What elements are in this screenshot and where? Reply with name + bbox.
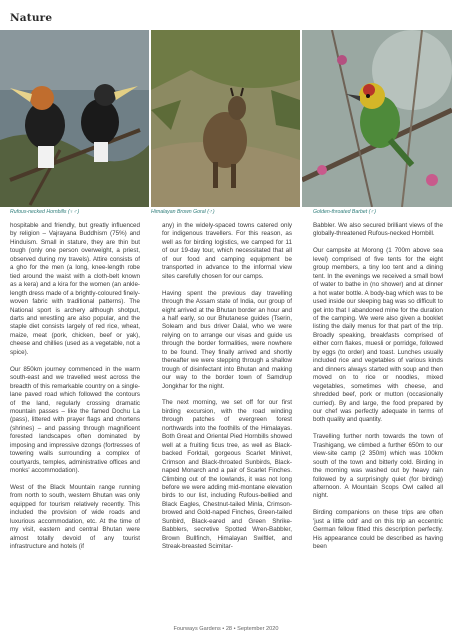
paragraph: any) in the widely-spaced towns catered only for indigenous travellers. For this reason, as well as for birding logistics, we camped for 11 of our 19-day tour, which necessitated that all of our food and camping equipment be transported in advance to the informal view sites carefully chosen for our camps. xyxy=(162,222,292,280)
text-column-2 xyxy=(162,222,292,552)
paragraph: hospitable and friendly, but greatly influenced by religion – Vajrayana Buddhism (75%) and Hinduism. Small in stature, they are thin but tough (only one person overweight, a priest, observed during my travels). Attire consists of a gho for the men (a long, knee-length robe tied around the waist with a cloth-belt known as a kera) and a kira for the women (an ankle-length dress made of a brightly-coloured finely-woven fabric with traditional patterns). The National sport is archery although shotput, darts and wrestling are also popular, and the staple diet consists largely of red rice, wheat, maize, meat (pork, chicken, beef or yak), cheese and chillies (used as a vegetable, not a spice). xyxy=(10,222,140,356)
paragraph: Our campsite at Morong (1 700m above sea level) comprised of five tents for the eight group members, a tiny loo tent and a dining tent. In the evenings we received a small bowl of water to bathe in (no shower) and at dinner a hot water bottle. A body-bag which was to be used inside our sleeping bag was so difficult to get into that I abandoned mine for the duration of the camping. We were also given a booklet listing the daily menus for that part of the trip. Broadly speaking, breakfasts comprised of either corn flakes, muesli or porridge, followed by eggs (to order) and toast. Lunches usually included rice and vegetables of various kinds and dinners always started with soup and then moved on to rice or noodles, mixed vegetables, sometimes with cheese, and shredded beef, pork or mutton (occasionally curried). By and large, the food prepared by our chef was perfectly adequate in terms of both quality and quantity. xyxy=(313,247,443,424)
paragraph: Birding companions on these trips are often 'just a little odd' and on this trip an eccentric German fellow fitted this description perfectly. His appearance could be described as having been xyxy=(313,509,443,551)
section-title: Nature xyxy=(10,12,53,24)
paragraph: Babbler. We also secured brilliant views of the globally-threatened Rufous-necked Hornbill. xyxy=(313,222,443,238)
goral-photo xyxy=(151,30,300,207)
text-column-1 xyxy=(10,222,140,552)
paragraph: Our 850km journey commenced in the warm south-east and we travelled west across the breadth of this remarkable country on a single-lane paved road which followed the contours of the land, regularly crossing dramatic mountain passes – like the famed Dochu La (pass), littered with prayer flags and chortens (shrines) – and passing through magnificent forested landscapes often dominated by imposing and impressive dzongs (fortresses of towering walls surrounding a complex of courtyards, temples, administrative offices and monks' accommodation). xyxy=(10,365,140,475)
hornbill-photo xyxy=(0,30,149,207)
caption-barbet: Golden-throated Barbet (♂) xyxy=(313,209,377,215)
barbet-photo xyxy=(302,30,452,207)
caption-hornbill: Rufous-necked Hornbills (♀♂) xyxy=(10,209,80,215)
paragraph: The next morning, we set off for our first birding excursion, with the road winding through patches of evergreen forest northwards into the foothills of the Himalayas. Both Great and Oriental Pied Hornbills showed well at a fruiting ficus tree, as well as Black-backed Forktail, gorgeous Scarlet Minivet, Crimson and Black-throated Sunbirds, Black-naped Monarch and a pair of Scarlet Finches. Climbing out of the lowlands, it was not long before we were adding mid-montane elevation birds to our list, including Rufous-bellied and Black Eagles, Chestnut-tailed Minla, Crimson-browed and Gold-naped Finches, Green-tailed Sunbird, Black-eared and Green Shrike-Babblers, secretive Spotted Wren-Babbler, Brown Bullfinch, Himalayan Swiftlet, and Streak-breasted Scimitar- xyxy=(162,399,292,551)
caption-goral: Himalayan Brown Goral (♂) xyxy=(151,209,215,215)
paragraph: West of the Black Mountain range running from north to south, western Bhutan was only equipped for tourism relatively recently. This included the provision of wide roads and luxurious accommodation, etc. At the time of my visit, eastern and central Bhutan were almost totally devoid of any tourist infrastructure and hotels (if xyxy=(10,484,140,551)
page-footer: Fourways Gardens • 28 • September 2020 xyxy=(173,626,279,632)
paragraph: Travelling further north towards the town of Trashigang, we climbed a further 650m to our view-site camp (2 350m) which was 100km south of the town and bitterly cold. Birding in the morning was washed out by heavy rain followed by a surprisingly quiet (for birding) afternoon. A Mountain Scops Owl called all night. xyxy=(313,433,443,500)
paragraph: Having spent the previous day travelling through the Assam state of India, our group of eight arrived at the Bhutan border an hour and a half early, so our Bhutanese guides (Tserin, Soleam and bus driver Dalal, who we were relying on to arrange our visas and guide us through the border formalities, were nowhere to be found. They finally arrived and shortly thereafter we were stepping through a shallow trough of disinfectant into Bhutan and making our way to the border town of Samdrup Jongkhar for the night. xyxy=(162,289,292,390)
text-column-3 xyxy=(313,222,443,552)
